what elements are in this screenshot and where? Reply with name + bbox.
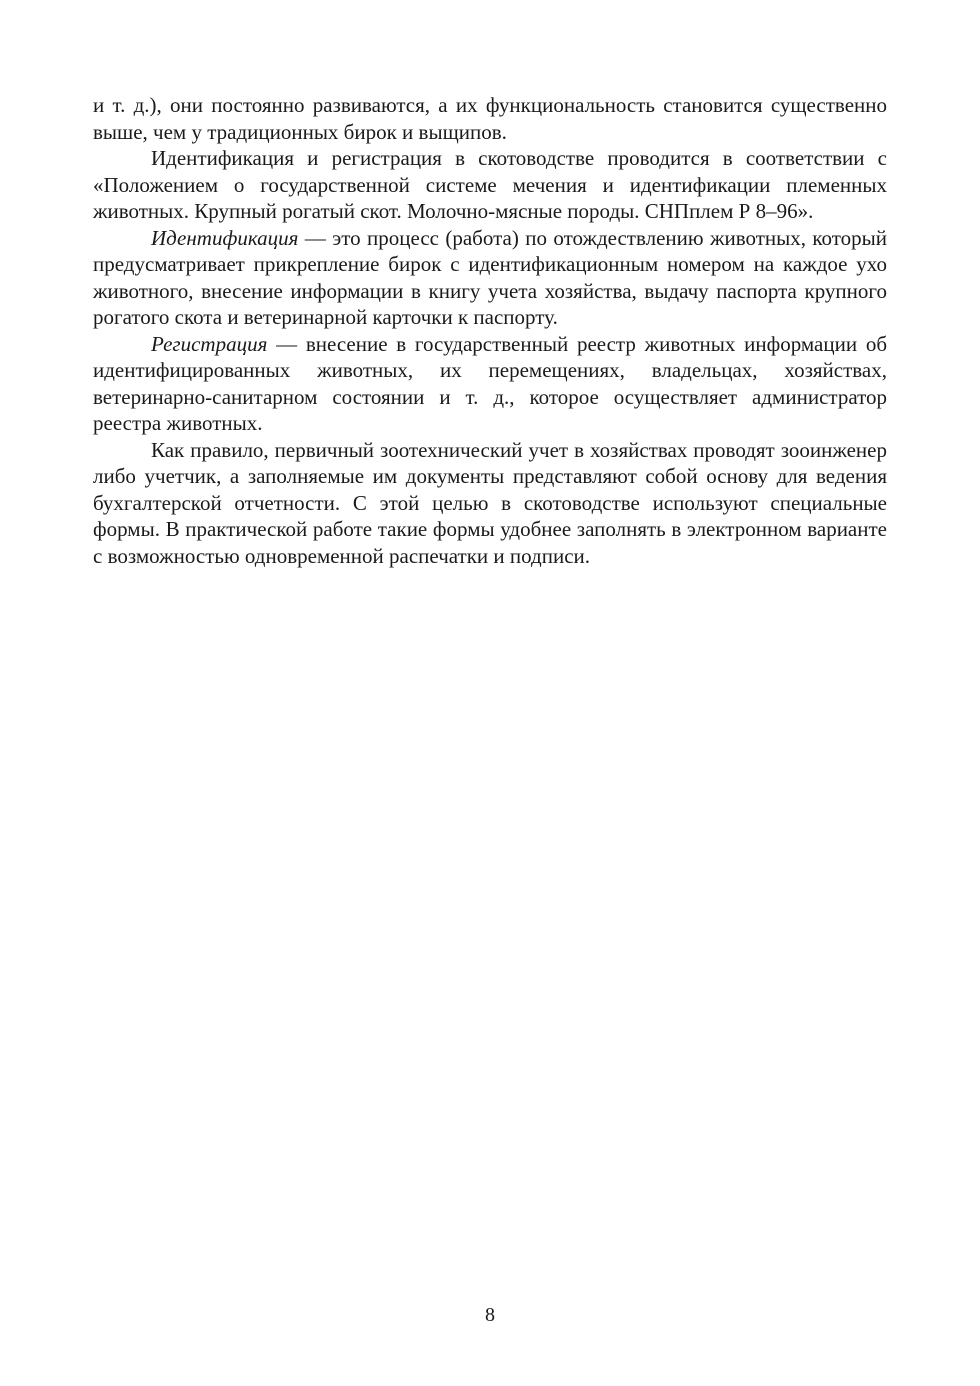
- page-number: 8: [485, 1304, 495, 1326]
- document-body: [93, 92, 887, 569]
- paragraph-continuation: и т. д.), они постоянно развиваются, а их функциональность становится существенно выше, чем у традиционных бирок и выщипов.: [93, 93, 887, 144]
- definition-registration-text: — внесение в государственный реестр животных информации об идентифицированных животных, их перемещениях, владельцах, хозяйствах, ветеринарно-санитарном состоянии и т. д., которое осуществляет администратор реестра животных.: [93, 331, 887, 435]
- term-identification: Идентификация: [151, 225, 299, 250]
- paragraph-identification-definition: [93, 225, 887, 331]
- paragraph-primary-accounting: Как правило, первичный зоотехнический учет в хозяйствах проводят зооинженер либо учетчик, а заполняемые им документы представляют собой основу для ведения бухгалтерской отчетности. С этой целью в скотоводстве используют специальные формы. В практической работе такие формы удобнее заполнять в электронном варианте с возможностью одновременной распечатки и подписи.: [93, 437, 887, 568]
- definition-identification-text: — это процесс (работа) по отождествлению животных, который предусматривает прикрепление бирок с идентификационным номером на каждое ухо животного, внесение информации в книгу учета хозяйства, выдачу паспорта крупного рогатого скота и ветеринарной карточки к паспорту.: [93, 225, 887, 329]
- term-registration: Регистрация: [151, 331, 268, 356]
- paragraph-identification-regulation: Идентификация и регистрация в скотоводстве проводится в соответствии с «Положением о государственной системе мечения и идентификации племенных животных. Крупный рогатый скот. Молочно-мясные породы. СНПплем Р 8–96».: [93, 146, 887, 223]
- paragraph-registration-definition: [93, 331, 887, 437]
